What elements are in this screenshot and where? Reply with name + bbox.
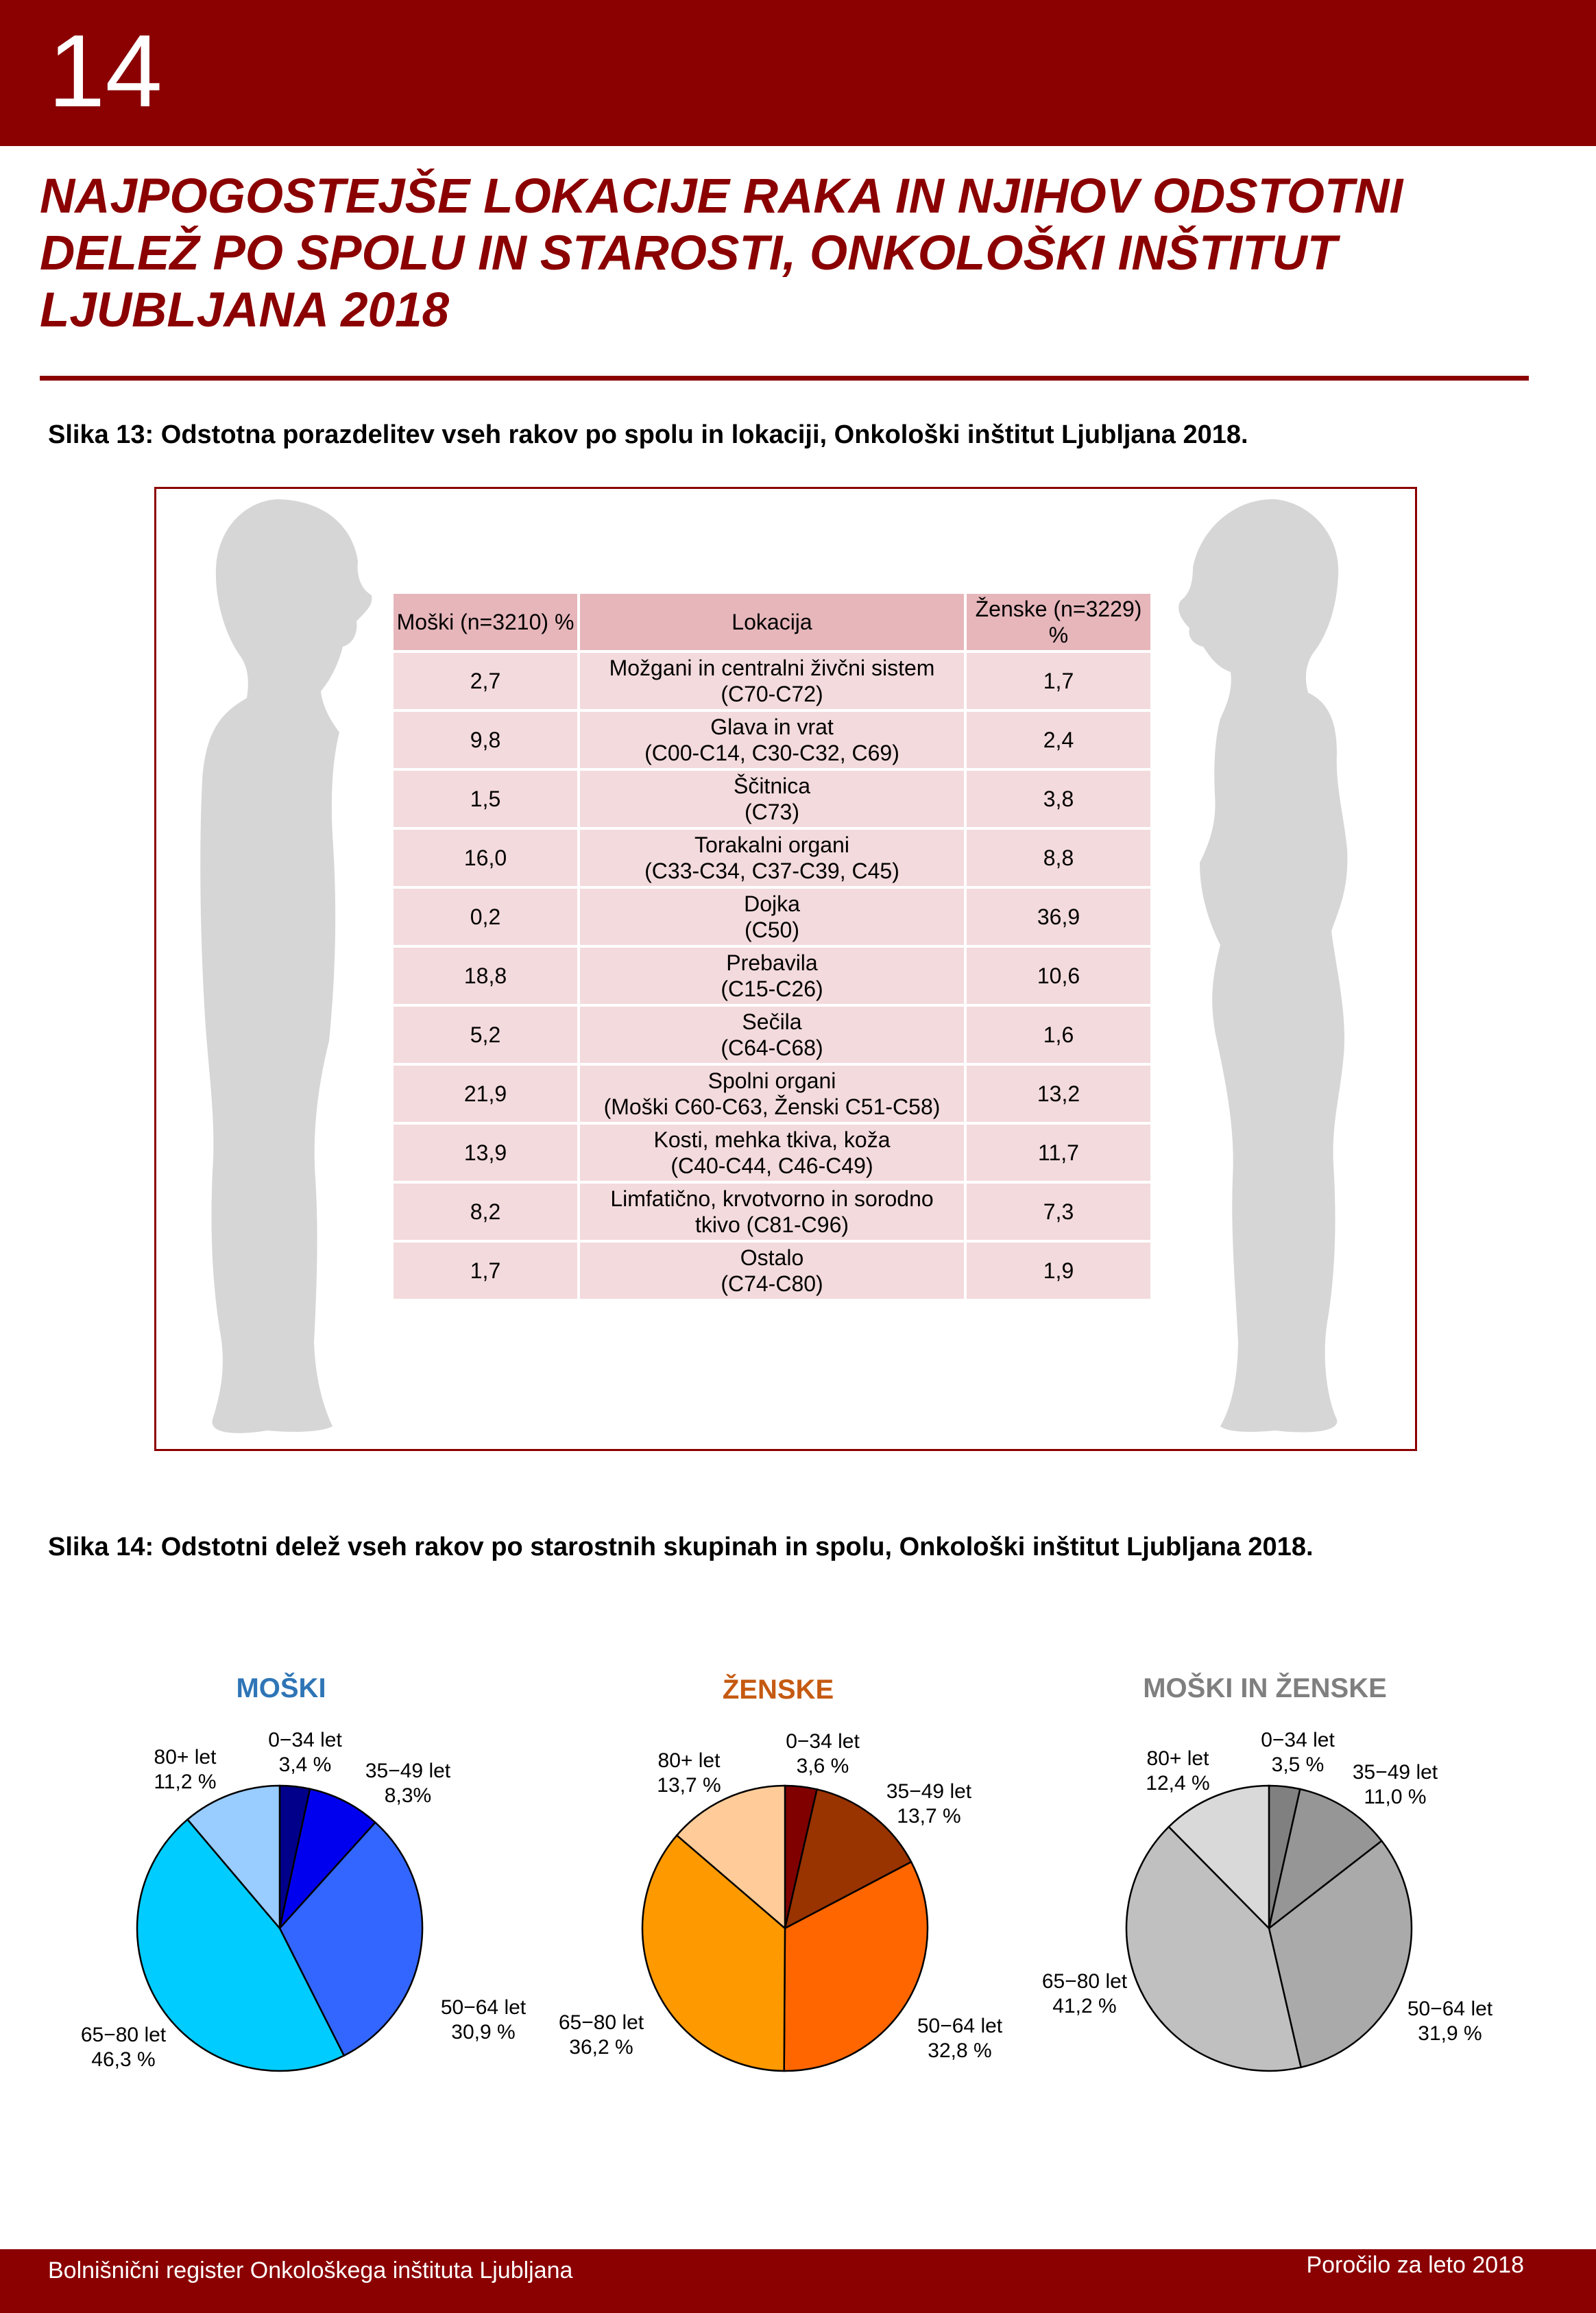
location-name: Spolni organi (708, 1068, 836, 1093)
male-value: 16,0 (463, 846, 507, 870)
male-value: 5,2 (470, 1022, 501, 1047)
header-female: Ženske (n=3229) % (967, 594, 1150, 650)
slice-value: 30,9 % (451, 2021, 516, 2044)
cell-location (580, 948, 964, 1004)
slice-value: 3,6 % (796, 1755, 849, 1777)
slice-category: 50−64 let (917, 2015, 1003, 2037)
slice-label (365, 1759, 450, 1808)
table-row (394, 712, 1150, 768)
location-codes: (C64-C68) (721, 1035, 823, 1060)
cell-female (967, 771, 1150, 827)
slice-value: 12,4 % (1146, 1772, 1210, 1795)
slice-value: 41,2 % (1052, 1995, 1117, 2017)
slice-category: 0−34 let (1261, 1729, 1335, 1751)
slice-label (81, 2023, 166, 2072)
table-row (394, 948, 1150, 1004)
slice-label (1353, 1760, 1438, 1810)
female-value: 11,7 (1038, 1140, 1079, 1165)
pie-title: ŽENSKE (722, 1675, 834, 1705)
cell-location (580, 889, 964, 945)
title-divider (40, 376, 1529, 381)
slice-category: 0−34 let (268, 1729, 342, 1751)
cell-male (394, 830, 577, 886)
table-row (394, 1243, 1150, 1299)
table-row (394, 771, 1150, 827)
cell-female (967, 1243, 1150, 1299)
male-value: 2,7 (470, 669, 501, 693)
cell-male (394, 712, 577, 768)
cell-female (967, 1184, 1150, 1240)
header-bar (0, 0, 1596, 146)
slice-category: 65−80 let (558, 2011, 644, 2034)
cell-location (580, 1243, 964, 1299)
female-silhouette (1152, 492, 1357, 1446)
location-codes: (C70-C72) (721, 682, 823, 706)
slice-value: 32,8 % (928, 2039, 992, 2062)
slice-value: 3,5 % (1271, 1753, 1325, 1776)
male-value: 8,2 (470, 1199, 501, 1224)
female-value: 1,6 (1043, 1022, 1074, 1047)
location-name: Ostalo (740, 1245, 804, 1270)
female-value: 1,7 (1043, 669, 1074, 693)
slice-label (786, 1729, 860, 1779)
cell-location (580, 712, 964, 768)
male-value: 0,2 (470, 904, 501, 929)
slice-value: 13,7 % (657, 1774, 721, 1797)
slice-value: 31,9 % (1418, 2022, 1482, 2045)
header-location: Lokacija (580, 594, 964, 650)
slice-category: 50−64 let (1407, 1998, 1493, 2020)
location-codes: (C73) (744, 800, 799, 824)
figure14-caption: Slika 14: Odstotni delež vseh rakov po starostnih skupinah in spolu, Onkološki inštitut Ljubljana 2018. (48, 1533, 1314, 1561)
slice-category: 80+ let (657, 1749, 721, 1772)
header-male: Moški (n=3210) % (394, 594, 577, 650)
slice-category: 35−49 let (886, 1780, 972, 1803)
male-silhouette (192, 492, 384, 1446)
cell-female (967, 653, 1150, 709)
location-codes: (C33-C34, C37-C39, C45) (644, 859, 899, 883)
location-name: Prebavila (726, 950, 818, 975)
cell-female (967, 1007, 1150, 1063)
slice-label (657, 1749, 721, 1798)
slice-value: 46,3 % (91, 2048, 156, 2071)
cell-female (967, 948, 1150, 1004)
cell-location (580, 771, 964, 827)
slice-value: 3,4 % (278, 1753, 332, 1776)
male-value: 1,5 (470, 787, 501, 811)
female-value: 36,9 (1037, 904, 1080, 929)
female-value: 1,9 (1043, 1258, 1074, 1283)
location-codes: (C40-C44, C46-C49) (670, 1153, 873, 1178)
cell-female (967, 712, 1150, 768)
female-value: 7,3 (1043, 1199, 1074, 1224)
slice-value: 11,0 % (1364, 1786, 1427, 1808)
female-value: 13,2 (1037, 1081, 1080, 1106)
cell-male (394, 771, 577, 827)
table-row (394, 1125, 1150, 1181)
slice-label (917, 2014, 1002, 2063)
cell-female (967, 889, 1150, 945)
cell-male (394, 889, 577, 945)
slice-label (559, 2011, 644, 2060)
cell-male (394, 948, 577, 1004)
location-name: Dojka (744, 891, 800, 916)
location-codes: (C50) (744, 918, 799, 942)
female-value: 10,6 (1037, 963, 1080, 988)
slice-category: 80+ let (154, 1746, 217, 1769)
location-codes: (C74-C80) (721, 1271, 823, 1296)
cell-female (967, 1066, 1150, 1122)
cell-male (394, 653, 577, 709)
slice-label (1261, 1728, 1335, 1777)
table-row (394, 1184, 1150, 1240)
page-title: NAJPOGOSTEJŠE LOKACIJE RAKA IN NJIHOV ODSTOTNI DELEŽ PO SPOLU IN STAROSTI, ONKOLOŠKI INŠTITUT LJUBLJANA 2018 (40, 169, 1403, 337)
slice-value: 13,7 % (897, 1805, 961, 1827)
slice-label (1407, 1997, 1492, 2046)
cell-location (580, 1184, 964, 1240)
slice-label (441, 1996, 526, 2045)
pie-title: MOŠKI IN ŽENSKE (1143, 1673, 1387, 1703)
cell-female (967, 1125, 1150, 1181)
pie-title: MOŠKI (236, 1673, 326, 1703)
footer-right: Poročilo za leto 2018 (1306, 2252, 1524, 2278)
cell-location (580, 653, 964, 709)
location-name: Sečila (742, 1009, 802, 1034)
location-codes: (Moški C60-C63, Ženski C51-C58) (603, 1094, 941, 1119)
pie-chart (134, 1782, 426, 2074)
cancer-location-table (391, 591, 1153, 1302)
footer-left: Bolnišnični register Onkološkega inštituta Ljubljana (48, 2257, 573, 2284)
table-row (394, 830, 1150, 886)
location-name: Ščitnica (733, 774, 811, 798)
male-value: 13,9 (463, 1140, 507, 1165)
female-value: 8,8 (1043, 846, 1074, 870)
location-name: Torakalni organi (694, 832, 849, 857)
table-row (394, 889, 1150, 945)
slice-label (1042, 1969, 1127, 2019)
location-codes: (C00-C14, C30-C32, C69) (644, 741, 899, 765)
cell-male (394, 1243, 577, 1299)
male-value: 21,9 (463, 1081, 507, 1106)
cell-female (967, 830, 1150, 886)
location-name: Glava in vrat (710, 715, 834, 739)
location-name: Kosti, mehka tkiva, koža (653, 1127, 891, 1152)
cell-male (394, 1184, 577, 1240)
pie-chart (1123, 1782, 1415, 2074)
cell-location (580, 1125, 964, 1181)
cell-male (394, 1125, 577, 1181)
male-value: 18,8 (463, 963, 507, 988)
cell-male (394, 1066, 577, 1122)
figure13-caption: Slika 13: Odstotna porazdelitev vseh rakov po spolu in lokaciji, Onkološki inštitut Ljubljana 2018. (48, 420, 1248, 449)
female-value: 3,8 (1043, 787, 1074, 811)
slice-category: 50−64 let (440, 1996, 527, 2019)
slice-category: 65−80 let (1041, 1970, 1128, 1993)
table-row (394, 1007, 1150, 1063)
location-name: Možgani in centralni živčni sistem (609, 656, 935, 680)
cell-location (580, 1007, 964, 1063)
male-value: 1,7 (470, 1258, 501, 1283)
slice-label (154, 1745, 216, 1795)
slice-value: 8,3% (384, 1784, 432, 1807)
slice-value: 36,2 % (569, 2036, 633, 2059)
location-codes: (C15-C26) (721, 976, 823, 1001)
slice-label (1146, 1747, 1209, 1796)
cell-male (394, 1007, 577, 1063)
cell-location (580, 830, 964, 886)
page-number: 14 (48, 13, 162, 128)
slice-label (886, 1779, 971, 1829)
cell-location (580, 1066, 964, 1122)
location-name: Limfatično, krvotvorno in sorodno (610, 1186, 934, 1211)
slice-category: 65−80 let (80, 2024, 167, 2046)
slice-value: 11,2 % (154, 1771, 217, 1793)
slice-category: 35−49 let (1352, 1761, 1438, 1784)
slice-label (268, 1728, 342, 1777)
slice-category: 35−49 let (365, 1760, 451, 1782)
location-codes: tkivo (C81-C96) (694, 1212, 849, 1237)
table-header-row (394, 594, 1150, 650)
slice-category: 0−34 let (786, 1730, 860, 1753)
table-row (394, 1066, 1150, 1122)
slice-category: 80+ let (1146, 1747, 1209, 1770)
female-value: 2,4 (1043, 728, 1074, 752)
table-row (394, 653, 1150, 709)
male-value: 9,8 (470, 728, 501, 752)
